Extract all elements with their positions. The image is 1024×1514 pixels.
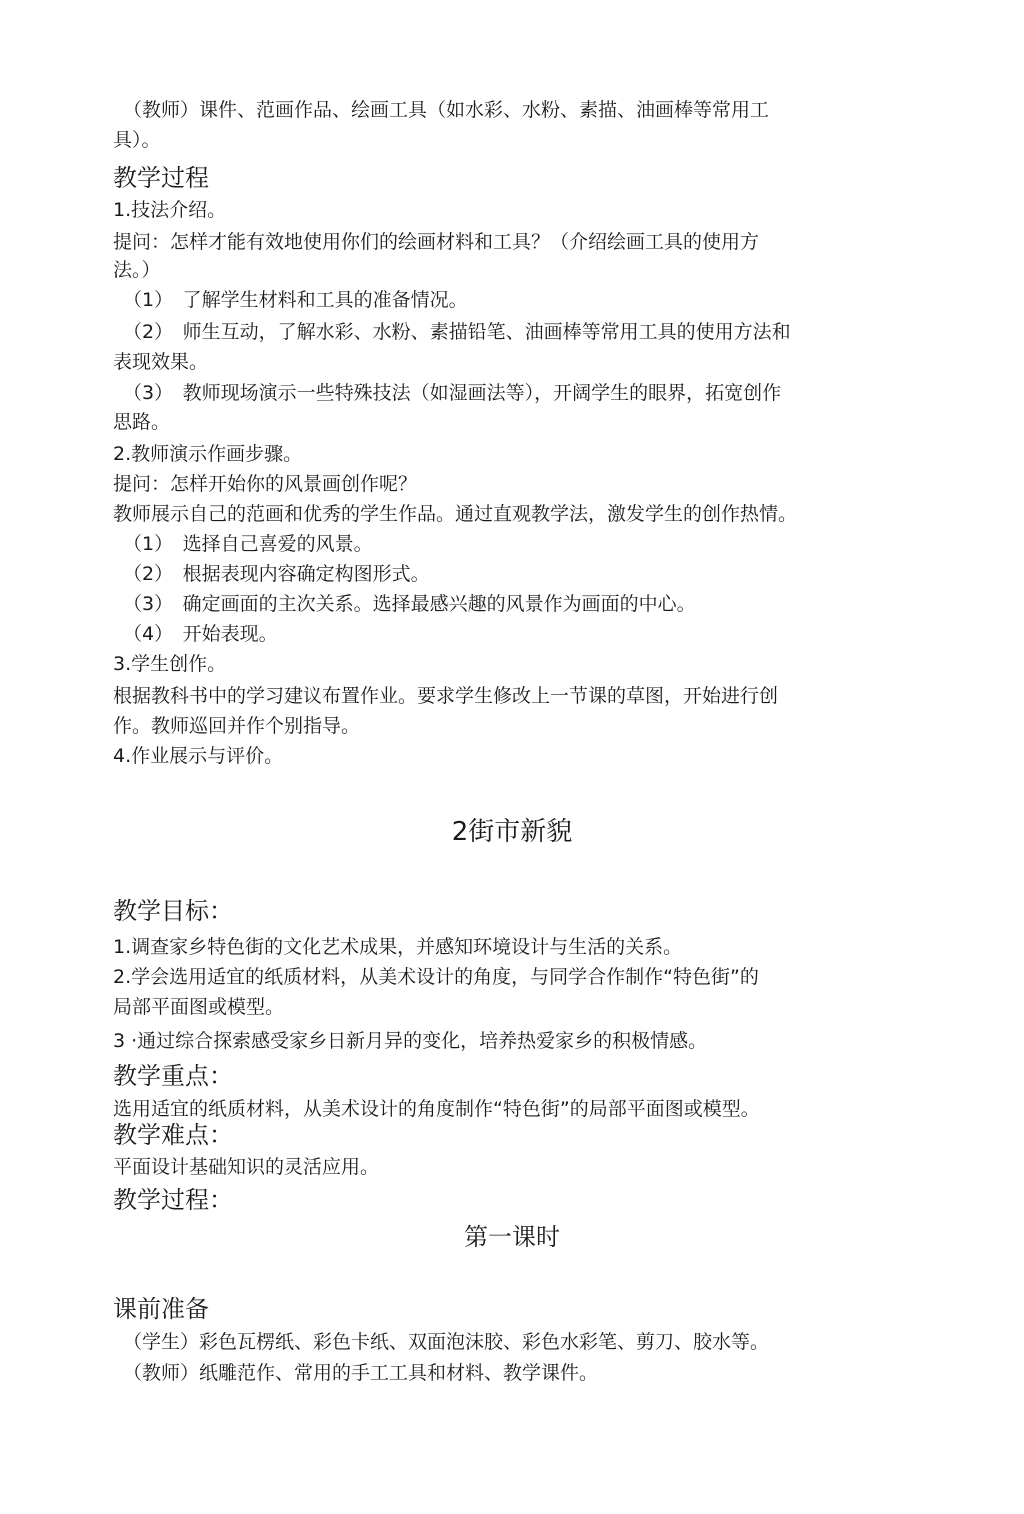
goal-2-line-2: 局部平面图或模型。: [113, 996, 285, 1018]
step-3: 3.学生创作。: [113, 653, 227, 675]
substep-2-1: （1） 选择自己喜爱的风景。: [123, 533, 373, 555]
question-1-line-2: 法。）: [113, 259, 161, 281]
goal-1: 1.调查家乡特色街的文化艺术成果，并感知环境设计与生活的关系。: [113, 936, 683, 958]
substep-2-3: （3） 确定画面的主次关系。选择最感兴趣的风景作为画面的中心。: [123, 593, 696, 615]
substep-2-2: （2） 根据表现内容确定构图形式。: [123, 563, 430, 585]
heading-key-points: 教学重点：: [113, 1062, 233, 1090]
substep-1-3-line-1: （3） 教师现场演示一些特殊技法（如湿画法等），开阔学生的眼界，拓宽创作: [123, 382, 782, 404]
demo-text: 教师展示自己的范画和优秀的学生作品。通过直观教学法，激发学生的创作热情。: [113, 503, 798, 525]
heading-goals: 教学目标：: [113, 897, 233, 925]
prep-student: （学生）彩色瓦楞纸、彩色卡纸、双面泡沫胶、彩色水彩笔、剪刀、胶水等。: [123, 1331, 770, 1353]
goal-3: 3 ·通过综合探索感受家乡日新月异的变化，培养热爱家乡的积极情感。: [113, 1030, 708, 1052]
prep-teacher: （教师）纸雕范作、常用的手工工具和材料、教学课件。: [123, 1362, 599, 1384]
step-2: 2.教师演示作画步骤。: [113, 443, 303, 465]
substep-1-3-line-2: 思路。: [113, 411, 171, 433]
lesson-title: 2街市新貌: [451, 817, 573, 847]
prep-teacher-line-1: （教师）课件、范画作品、绘画工具（如水彩、水粉、素描、油画棒等常用工: [123, 99, 770, 121]
step-1: 1.技法介绍。: [113, 199, 227, 221]
prep-teacher-line-2: 具）。: [113, 129, 161, 151]
heading-preparation: 课前准备: [113, 1295, 209, 1323]
substep-1-2-line-1: （2） 师生互动，了解水彩、水粉、素描铅笔、油画棒等常用工具的使用方法和: [123, 321, 791, 343]
substep-2-4: （4） 开始表现。: [123, 623, 278, 645]
heading-difficulties: 教学难点：: [113, 1121, 233, 1149]
substep-1-1: （1） 了解学生材料和工具的准备情况。: [123, 289, 468, 311]
heading-teaching-process: 教学过程: [113, 164, 209, 192]
substep-1-2-line-2: 表现效果。: [113, 351, 209, 373]
step-3-text-line-2: 作。教师巡回并作个别指导。: [113, 715, 361, 737]
step-3-text-line-1: 根据教科书中的学习建议布置作业。要求学生修改上一节课的草图，开始进行创: [113, 685, 779, 707]
goal-2-line-1: 2.学会选用适宜的纸质材料，从美术设计的角度，与同学合作制作“特色街”的: [113, 966, 759, 988]
question-2: 提问：怎样开始你的风景画创作呢？: [113, 473, 418, 495]
period-title: 第一课时: [464, 1223, 560, 1251]
difficulties-text: 平面设计基础知识的灵活应用。: [113, 1156, 380, 1178]
step-4: 4.作业展示与评价。: [113, 745, 284, 767]
question-1-line-1: 提问：怎样才能有效地使用你们的绘画材料和工具？（介绍绘画工具的使用方: [113, 231, 760, 253]
key-points-text: 选用适宜的纸质材料，从美术设计的角度制作“特色街”的局部平面图或模型。: [113, 1098, 760, 1120]
heading-process-2: 教学过程：: [113, 1186, 233, 1214]
